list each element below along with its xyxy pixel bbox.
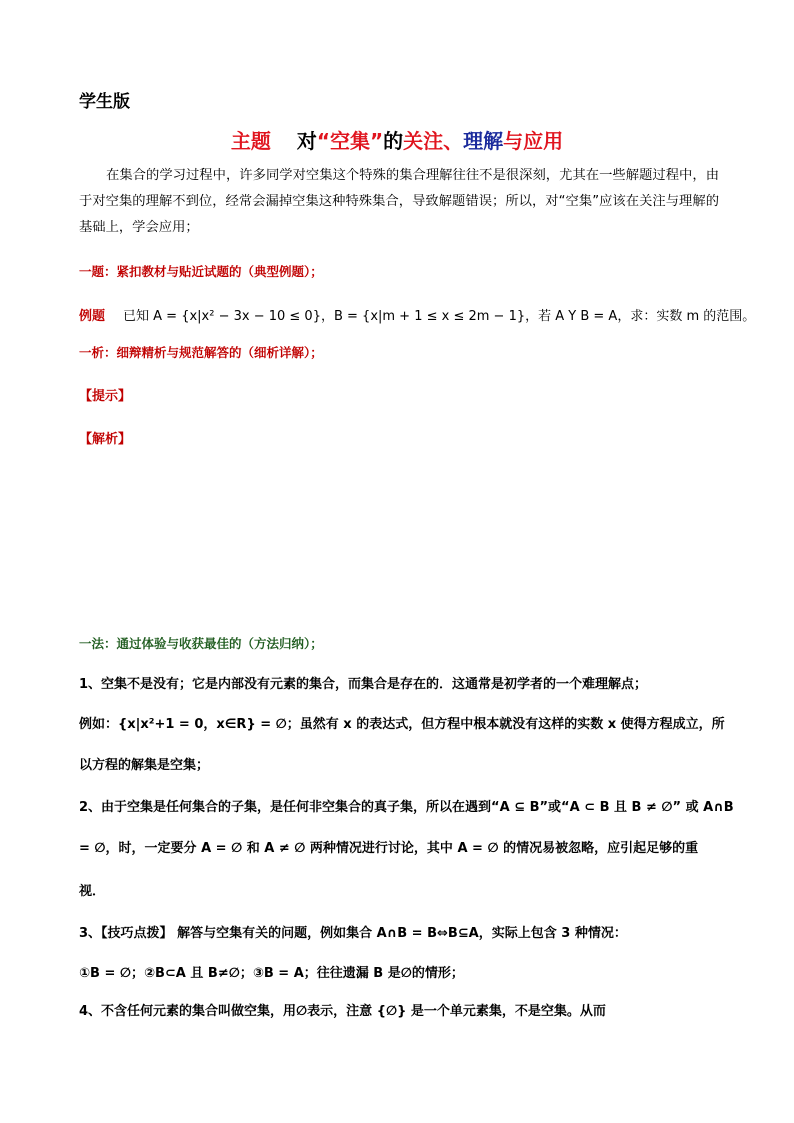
method-point-3: 3、【技巧点拨】 解答与空集有关的问题，例如集合 A∩B = B⇔B⊆A，实际上包含 3 种情况： [79, 926, 627, 941]
title-dui: 对 [296, 129, 317, 153]
method-point-1: 1、空集不是没有；它是内部没有元素的集合，而集合是存在的．这通常是初学者的一个难理解点； [79, 677, 648, 692]
method-point-1-example-line1: 例如：{x|x²+1 = 0，x∈R} = ∅；虽然有 x 的表达式，但方程中根本就没有这样的实数 x 使得方程成立，所 [79, 717, 725, 732]
method-point-2-line1: 2、由于空集是任何集合的子集，是任何非空集合的真子集，所以在遇到“A ⊆ B”或“A ⊂ B 且 B ≠ ∅” 或 A∩B [79, 800, 734, 815]
method-point-1-example-line2: 以方程的解集是空集； [79, 758, 210, 773]
section-method-summary-heading: 一法：通过体验与收获最佳的（方法归纳）； [79, 636, 323, 651]
section-detailed-analysis-heading: 一析：细辩精析与规范解答的（细析详解）； [79, 345, 323, 360]
intro-text: 在集合的学习过程中，许多同学对空集这个特殊的集合理解往往不是很深刻，尤其在一些解题过程中，由于对空集的理解不到位，经常会漏掉空集这种特殊集合，导致解题错误；所以，对“空集”应该在关注与理解的基础上，学会应用； [79, 168, 719, 235]
method-point-2-line2: = ∅，时，一定要分 A = ∅ 和 A ≠ ∅ 两种情况进行讨论，其中 A = ∅ 的情况易被忽略，应引起足够的重 [79, 841, 699, 856]
title-topic: 主题 [230, 129, 271, 153]
title-understanding: 理解 [463, 129, 504, 153]
page-title [0, 125, 794, 154]
section-typical-examples-heading: 一题：紧扣教材与贴近试题的（典型例题）； [79, 264, 323, 279]
method-point-2-line3: 视． [79, 884, 106, 899]
title-application: 与应用 [503, 129, 564, 153]
analysis-label: 【解析】 [79, 432, 132, 447]
example-label: 例题 [79, 309, 106, 324]
title-de: 的 [383, 129, 404, 153]
title-empty-set: “空集” [316, 129, 384, 153]
intro-paragraph [79, 163, 719, 241]
hint-label: 【提示】 [79, 389, 132, 404]
title-attention: 关注、 [403, 129, 464, 153]
method-point-3-cases: ①B = ∅；②B⊂A 且 B≠∅；③B = A；往往遗漏 B 是∅的情形； [79, 966, 464, 981]
version-label: 学生版 [79, 92, 130, 112]
example-problem [79, 305, 755, 324]
example-text: 已知 A = {x|x² − 3x − 10 ≤ 0}，B = {x|m + 1 ≤ x ≤ 2m − 1}，若 A Y B = A，求：实数 m 的范围。 [123, 309, 756, 324]
method-point-4: 4、不含任何元素的集合叫做空集，用∅表示，注意 {∅} 是一个单元素集，不是空集。从而 [79, 1004, 606, 1019]
